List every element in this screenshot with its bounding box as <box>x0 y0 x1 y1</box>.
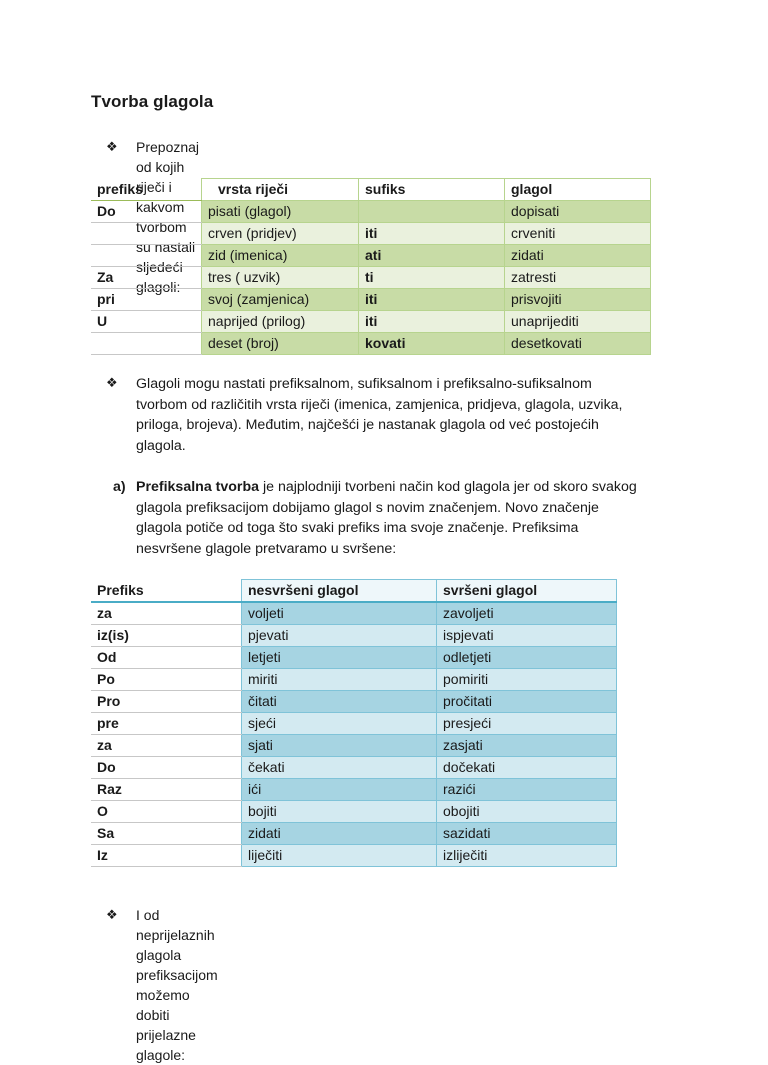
table-header-row <box>91 179 651 201</box>
table-cell: sjeći <box>242 713 437 735</box>
table-cell: deset (broj) <box>202 333 359 355</box>
prefix-formation-paragraph <box>136 477 637 559</box>
word-formation-table <box>91 178 651 355</box>
table-cell: ti <box>359 267 505 289</box>
column-header: nesvršeni glagol <box>242 580 437 603</box>
list-marker-a: a) <box>113 479 126 495</box>
table-row <box>91 625 617 647</box>
table-cell: presjeći <box>437 713 617 735</box>
table-cell: letjeti <box>242 647 437 669</box>
table-cell: dopisati <box>505 201 651 223</box>
table-cell <box>91 245 202 267</box>
paragraph-line: glagola. <box>136 437 186 454</box>
table-cell: pjevati <box>242 625 437 647</box>
table-cell: zatresti <box>505 267 651 289</box>
paragraph-line: Glagoli mogu nastati prefiksalnom, sufiksalnom i prefiksalno-sufiksalnom <box>136 376 592 392</box>
table-row <box>91 602 617 625</box>
table-cell: tres ( uzvik) <box>202 267 359 289</box>
table-row <box>91 289 651 311</box>
table-row <box>91 845 617 867</box>
column-header: svršeni glagol <box>437 580 617 603</box>
table-cell: svoj (zamjenica) <box>202 289 359 311</box>
table-cell: Do <box>91 757 242 779</box>
bullet-diamond-icon: ❖ <box>106 139 118 154</box>
table-row <box>91 801 617 823</box>
table-cell: zid (imenica) <box>202 245 359 267</box>
column-header: prefiks <box>91 179 202 201</box>
paragraph-line: priloga, brojeva). Međutim, najčešći je nastanak glagola od već postojećih <box>136 417 599 433</box>
page-title: Tvorba glagola <box>91 92 214 111</box>
table-cell: pisati (glagol) <box>202 201 359 223</box>
table-cell: čitati <box>242 691 437 713</box>
paragraph-line: tvorbom od različitih vrsta riječi (imenica, zamjenica, pridjeva, glagola, uzvika, <box>136 396 623 413</box>
table-cell: obojiti <box>437 801 617 823</box>
table-row <box>91 757 617 779</box>
table-cell: Od <box>91 647 242 669</box>
table-cell: dočekati <box>437 757 617 779</box>
table-cell: Po <box>91 669 242 691</box>
table-cell: zidati <box>505 245 651 267</box>
table-cell: pri <box>91 289 202 311</box>
table-cell: sjati <box>242 735 437 757</box>
table-header-row <box>91 580 617 603</box>
prefix-verb-table <box>91 579 617 867</box>
table-row <box>91 245 651 267</box>
table-cell <box>91 223 202 245</box>
table-row <box>91 691 617 713</box>
line-rest: je najplodniji tvorbeni način kod glagola jer od skoro svakog <box>259 479 637 495</box>
table-cell: pročitati <box>437 691 617 713</box>
explanation-paragraph <box>136 374 623 456</box>
table-cell: Sa <box>91 823 242 845</box>
table-row <box>91 311 651 333</box>
table-cell: razići <box>437 779 617 801</box>
table-row <box>91 823 617 845</box>
table-cell: iti <box>359 289 505 311</box>
table-row <box>91 333 651 355</box>
table-row <box>91 267 651 289</box>
table-cell: voljeti <box>242 602 437 625</box>
table-cell: O <box>91 801 242 823</box>
table-cell: miriti <box>242 669 437 691</box>
table-cell: iti <box>359 311 505 333</box>
table-row <box>91 647 617 669</box>
bullet-text: I od neprijelaznih glagola prefiksacijom možemo dobiti prijelazne glagole: <box>136 907 218 1063</box>
table-cell: čekati <box>242 757 437 779</box>
table-cell: desetkovati <box>505 333 651 355</box>
column-header: vrsta riječi <box>202 179 359 201</box>
table-row <box>91 223 651 245</box>
paragraph-line: nesvršene glagole pretvaramo u svršene: <box>136 540 397 557</box>
table-cell: Iz <box>91 845 242 867</box>
column-header: Prefiks <box>91 580 242 603</box>
table-cell: prisvojiti <box>505 289 651 311</box>
table-cell: iz(is) <box>91 625 242 647</box>
table-cell: zavoljeti <box>437 602 617 625</box>
table-cell: Raz <box>91 779 242 801</box>
table-cell <box>91 333 202 355</box>
table-row <box>91 201 651 223</box>
table-row <box>91 713 617 735</box>
table-cell: unaprijediti <box>505 311 651 333</box>
table-cell: bojiti <box>242 801 437 823</box>
table-cell: zasjati <box>437 735 617 757</box>
table-cell: ići <box>242 779 437 801</box>
table-cell: za <box>91 735 242 757</box>
table-cell: ispjevati <box>437 625 617 647</box>
table-cell: Do <box>91 201 202 223</box>
table-cell: naprijed (prilog) <box>202 311 359 333</box>
paragraph-line <box>136 477 637 498</box>
table-cell: crveniti <box>505 223 651 245</box>
table-row <box>91 735 617 757</box>
table-cell: kovati <box>359 333 505 355</box>
table-cell: pre <box>91 713 242 735</box>
table-cell: crven (pridjev) <box>202 223 359 245</box>
table-cell: pomiriti <box>437 669 617 691</box>
table-row <box>91 669 617 691</box>
table-cell: Za <box>91 267 202 289</box>
paragraph-line: glagola prefiksacijom dobijamo glagol s novim značenjem. Novo značenje <box>136 499 599 516</box>
table-cell: zidati <box>242 823 437 845</box>
table-row <box>91 779 617 801</box>
table-cell: Pro <box>91 691 242 713</box>
table-cell: iti <box>359 223 505 245</box>
column-header: sufiks <box>359 179 505 201</box>
table-cell <box>359 201 505 223</box>
table-cell: izliječiti <box>437 845 617 867</box>
paragraph-line: glagola potiče od toga što svaki prefiks ima svoje značenje. Prefiksima <box>136 520 579 536</box>
bullet-diamond-icon: ❖ <box>106 907 118 922</box>
bold-term: Prefiksalna tvorba <box>136 479 260 495</box>
bullet-diamond-icon: ❖ <box>106 375 118 390</box>
table-cell: ati <box>359 245 505 267</box>
column-header: glagol <box>505 179 651 201</box>
table-cell: sazidati <box>437 823 617 845</box>
bullet-text: Prepoznaj od kojih riječi i kakvom tvorbom su nastali sljedeći glagoli: <box>136 139 200 295</box>
table-cell: U <box>91 311 202 333</box>
table-cell: liječiti <box>242 845 437 867</box>
table-cell: za <box>91 602 242 625</box>
table-cell: odletjeti <box>437 647 617 669</box>
